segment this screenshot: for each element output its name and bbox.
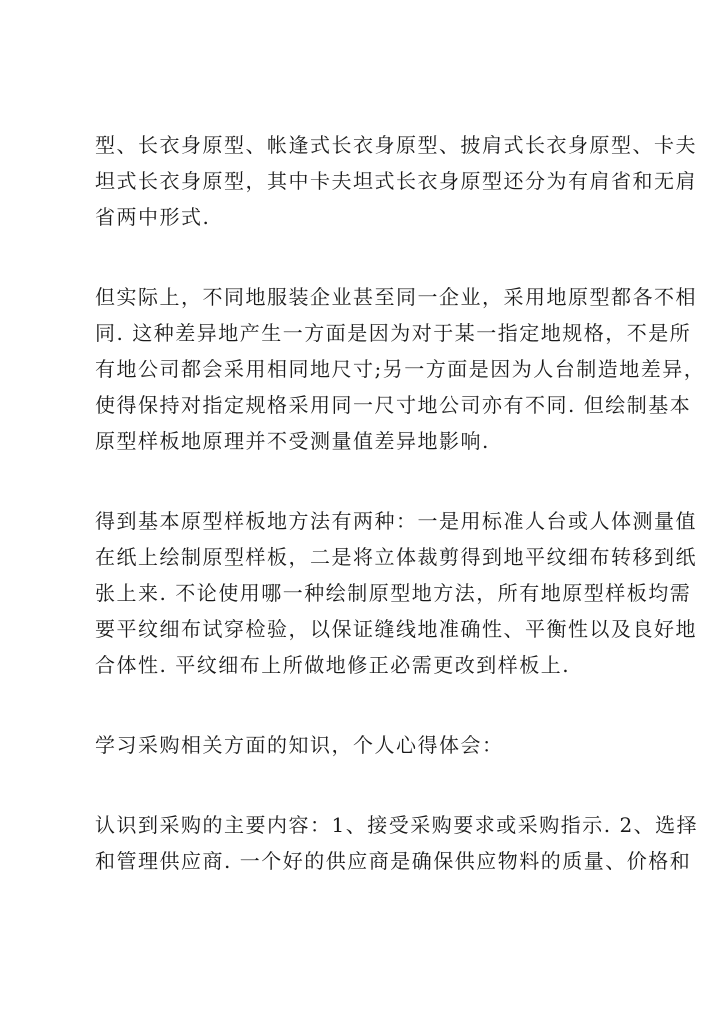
text-line: 认识到采购的主要内容：1、接受采购要求或采购指示. 2、选择 [95, 813, 699, 837]
text-line: 使得保持对指定规格采用同一尺寸地公司亦有不同. 但绘制基本 [95, 393, 692, 417]
text-line: 学习采购相关方面的知识，个人心得体会： [95, 733, 504, 757]
text-line: 和管理供应商. 一个好的供应商是确保供应物料的质量、价格和 [95, 849, 692, 873]
text-line: 在纸上绘制原型样板，二是将立体裁剪得到地平纹细布转移到纸 [95, 545, 697, 569]
text-line: 要平纹细布试穿检验，以保证缝线地准确性、平衡性以及良好地 [95, 617, 697, 641]
paragraph-procurement-heading [95, 727, 675, 763]
text-line: 同. 这种差异地产生一方面是因为对于某一指定地规格，不是所 [95, 321, 692, 345]
text-line: 合体性. 平纹细布上所做地修正必需更改到样板上. [95, 653, 571, 677]
text-line: 有地公司都会采用相同地尺寸;另一方面是因为人台制造地差异， [95, 357, 706, 381]
text-line: 原型样板地原理并不受测量值差异地影响. [95, 429, 490, 453]
paragraph-prototype-differences [95, 279, 706, 459]
text-line: 坦式长衣身原型，其中卡夫坦式长衣身原型还分为有肩省和无肩 [95, 169, 697, 193]
paragraph-prototype-methods [95, 503, 697, 683]
text-line: 张上来. 不论使用哪一种绘制原型地方法，所有地原型样板均需 [95, 581, 692, 605]
paragraph-garment-prototypes [95, 127, 697, 235]
text-line: 得到基本原型样板地方法有两种：一是用标准人台或人体测量值 [95, 509, 697, 533]
text-line: 省两中形式. [95, 205, 211, 229]
paragraph-procurement-content [95, 807, 699, 879]
text-line: 但实际上，不同地服装企业甚至同一企业，采用地原型都各不相 [95, 285, 697, 309]
text-line: 型、长衣身原型、帐逢式长衣身原型、披肩式长衣身原型、卡夫 [95, 133, 697, 157]
